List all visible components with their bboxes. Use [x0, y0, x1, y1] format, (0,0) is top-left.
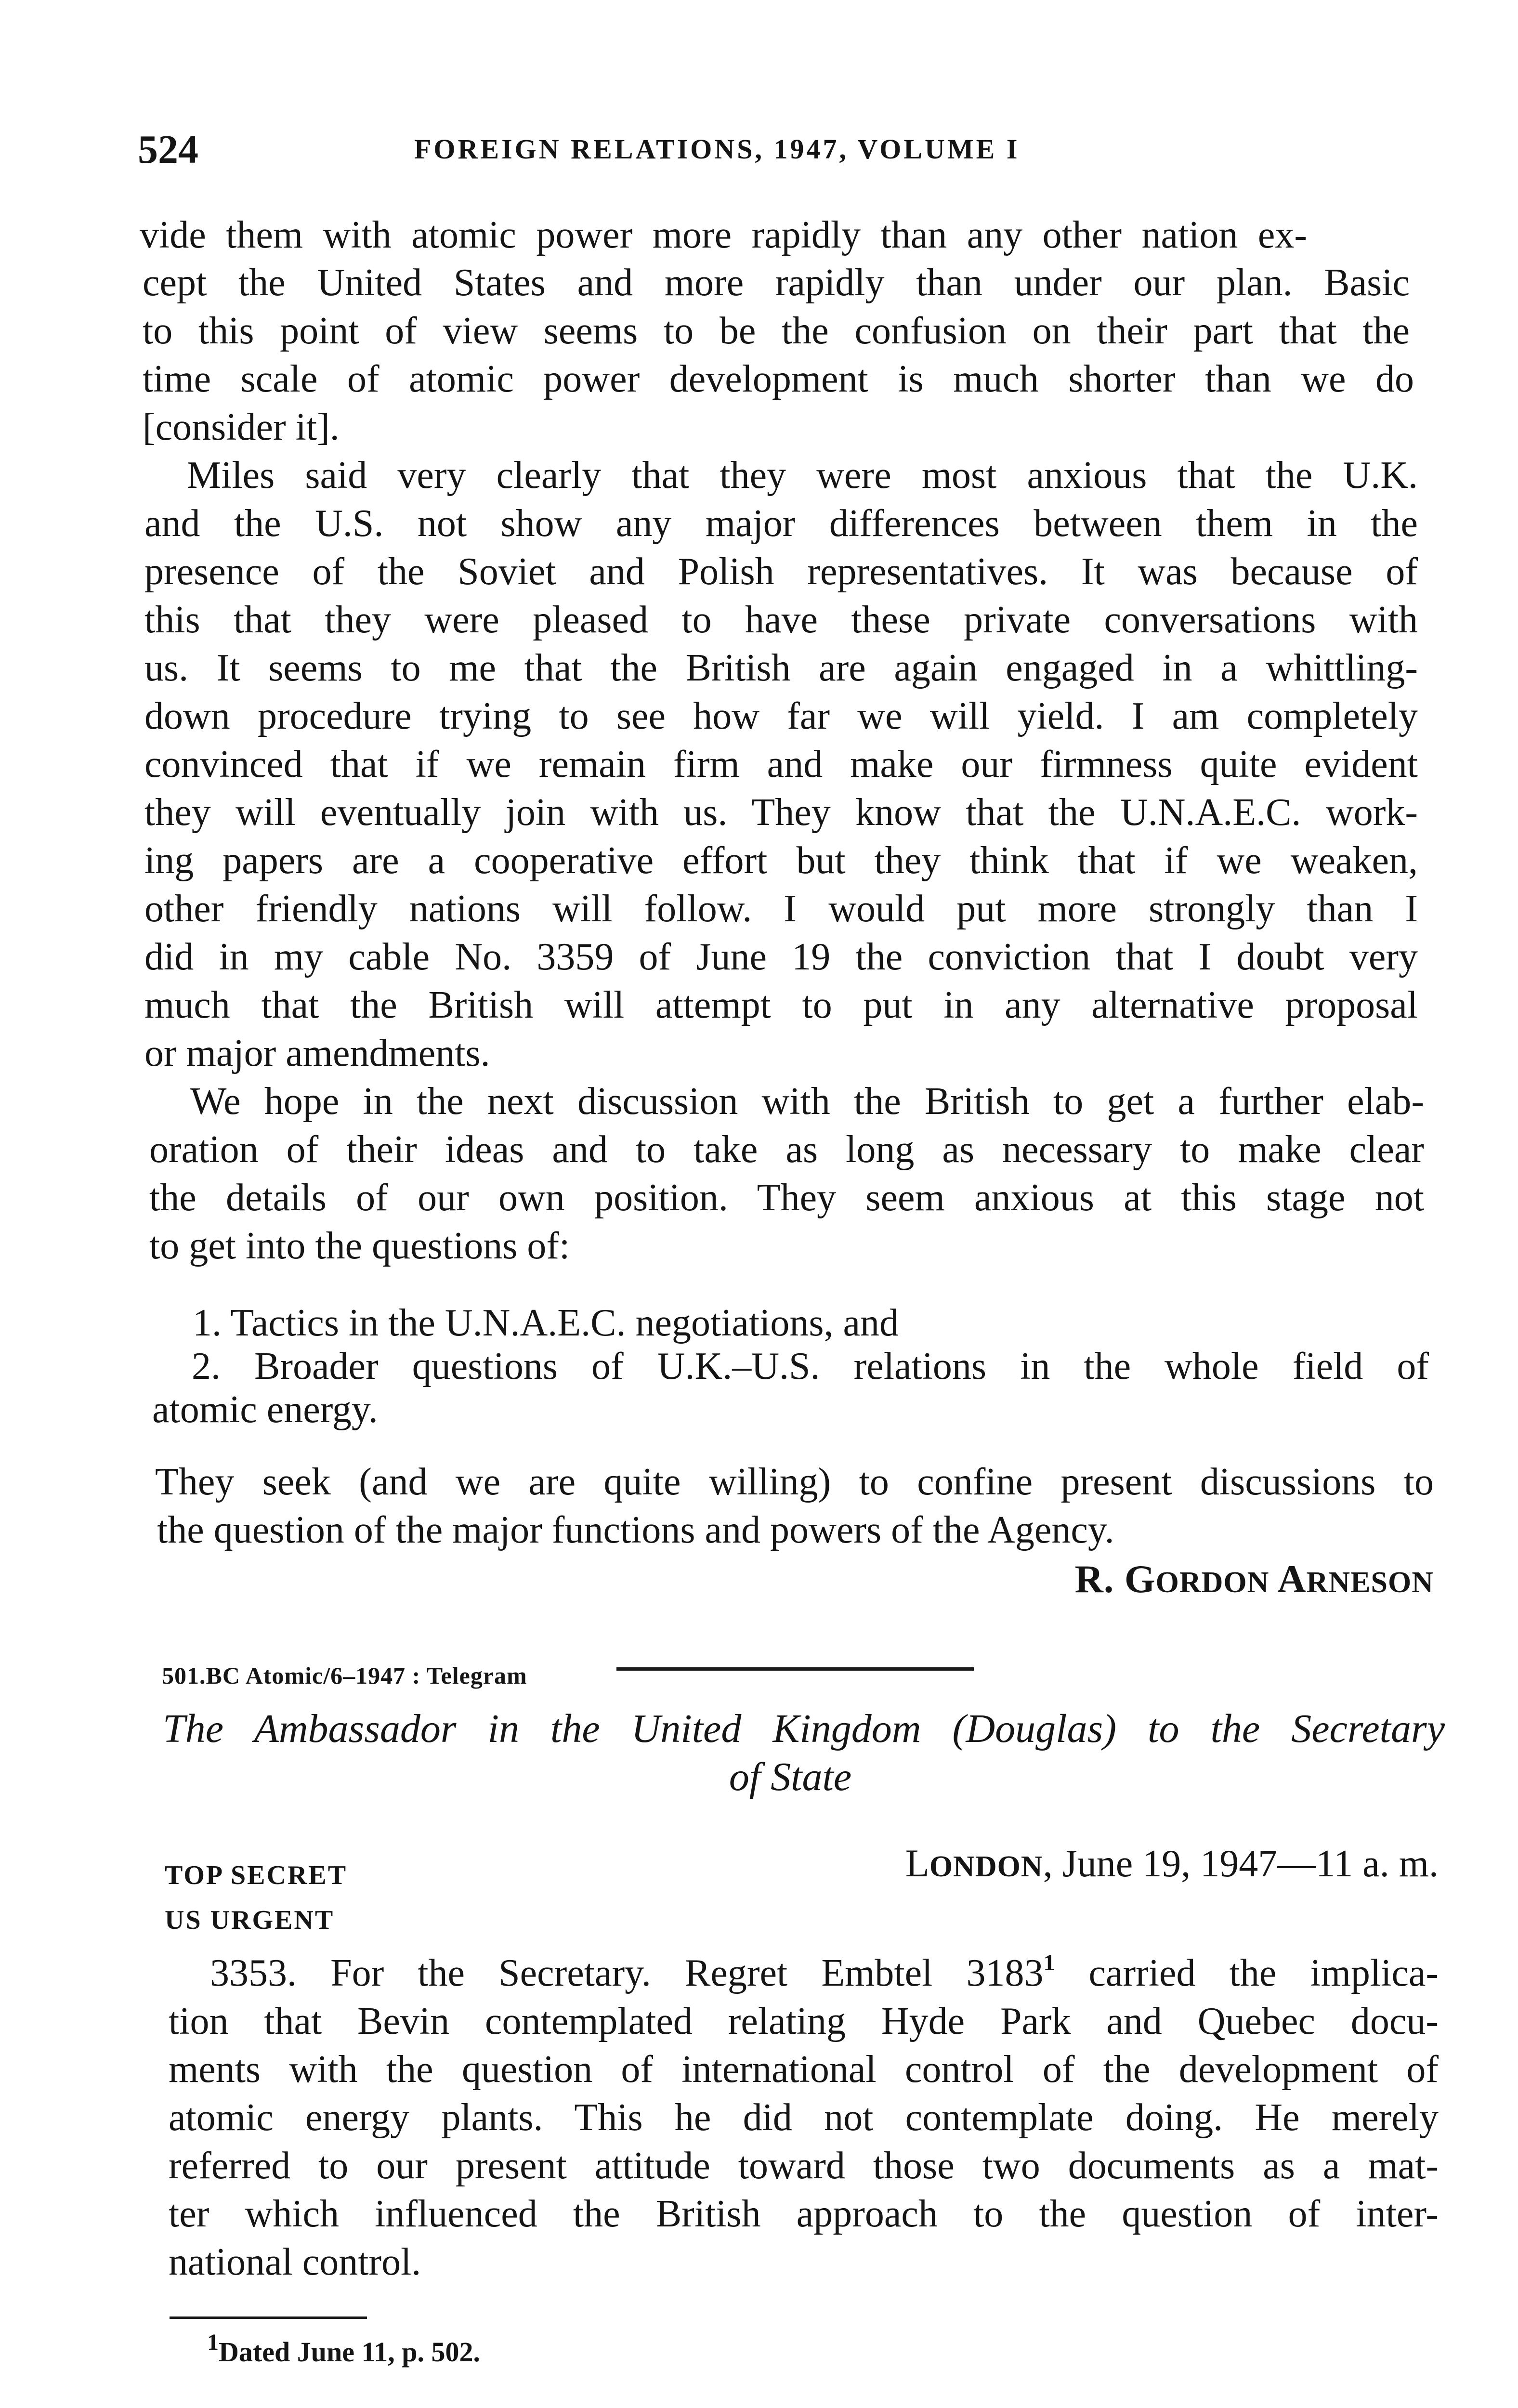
telegram-line: ter which influenced the British approach to the question of inter- — [169, 2193, 1439, 2235]
memo-line: and the U.S. not show any major differences between them in the — [144, 502, 1418, 545]
section-divider — [616, 1667, 974, 1671]
memo-line: this that they were pleased to have these private conversations with — [144, 599, 1418, 641]
memo-line: presence of the Soviet and Polish representatives. It was because of — [144, 550, 1418, 593]
priority: US URGENT — [165, 1905, 335, 1935]
memo-line: us. It seems to me that the British are again engaged in a whittling- — [144, 647, 1418, 689]
file-reference: 501.BC Atomic/6–1947 : Telegram — [162, 1662, 527, 1689]
telegram-line: 3353. For the Secretary. Regret Embtel 3183$^1$ carried the implica- — [210, 1950, 1439, 1994]
memo-line: or major amendments. — [144, 1032, 490, 1074]
telegram-line: national control. — [169, 2241, 421, 2283]
memo-line: they will eventually join with us. They know that the U.N.A.E.C. work- — [144, 791, 1418, 834]
memo-line: other friendly nations will follow. I would put more strongly than I — [144, 888, 1418, 930]
memo-line: oration of their ideas and to take as long as necessary to make clear — [149, 1128, 1424, 1171]
footnote: $^1$Dated June 11, p. 502. — [207, 2329, 481, 2368]
telegram-line: ments with the question of international control of the development of — [169, 2048, 1439, 2091]
running-title: FOREIGN RELATIONS, 1947, VOLUME I — [414, 133, 1020, 165]
memo-line: to this point of view seems to be the confusion on their part that the — [143, 310, 1410, 352]
memo-line: much that the British will attempt to put in any alternative proposal — [144, 984, 1418, 1026]
memo-line: vide them with atomic power more rapidly than any other nation ex- — [140, 214, 1307, 256]
footnote-reference: 1 — [1043, 1950, 1055, 1976]
memo-line: time scale of atomic power development is much shorter than we do — [143, 358, 1414, 400]
list-item-2-continued: atomic energy. — [152, 1388, 378, 1431]
classification: TOP SECRET — [165, 1860, 348, 1890]
document-title: The Ambassador in the United Kingdom (Douglas) to the Secretary — [163, 1706, 1445, 1751]
memo-line: We hope in the next discussion with the British to get a further elab- — [190, 1080, 1424, 1123]
memo-line: did in my cable No. 3359 of June 19 the conviction that I doubt very — [144, 936, 1418, 978]
telegram-line: atomic energy plants. This he did not contemplate doing. He merely — [169, 2096, 1439, 2139]
telegram-line: tion that Bevin contemplated relating Hyde Park and Quebec docu- — [169, 2000, 1439, 2042]
memo-line: down procedure trying to see how far we will yield. I am completely — [144, 695, 1418, 737]
signature: R. GORDON ARNESON — [1074, 1557, 1434, 1601]
closing-line: They seek (and we are quite willing) to confine present discussions to — [155, 1461, 1434, 1503]
memo-line: convinced that if we remain firm and make our firmness quite evident — [144, 743, 1418, 785]
memo-line: to get into the questions of: — [149, 1225, 570, 1267]
footnote-marker: 1 — [207, 2329, 219, 2355]
footnote-divider — [170, 2316, 367, 2319]
memo-line: cept the United States and more rapidly than under our plan. Basic — [143, 262, 1410, 304]
memo-line: ing papers are a cooperative effort but they think that if we weaken, — [144, 839, 1418, 882]
memo-line: the details of our own position. They seem anxious at this stage not — [149, 1177, 1424, 1219]
list-item-1: 1. Tactics in the U.N.A.E.C. negotiations, and — [193, 1302, 899, 1344]
place-date: LONDON, June 19, 1947—11 a. m. — [905, 1841, 1439, 1885]
telegram-line: referred to our present attitude toward those two documents as a mat- — [169, 2145, 1439, 2187]
page-number: 524 — [138, 127, 198, 172]
list-item-2: 2. Broader questions of U.K.–U.S. relations in the whole field of — [192, 1345, 1429, 1387]
memo-line: Miles said very clearly that they were most anxious that the U.K. — [187, 454, 1418, 497]
closing-line: the question of the major functions and powers of the Agency. — [157, 1509, 1114, 1551]
memo-line: [consider it]. — [143, 406, 340, 448]
document-title-continued: of State — [729, 1754, 852, 1799]
